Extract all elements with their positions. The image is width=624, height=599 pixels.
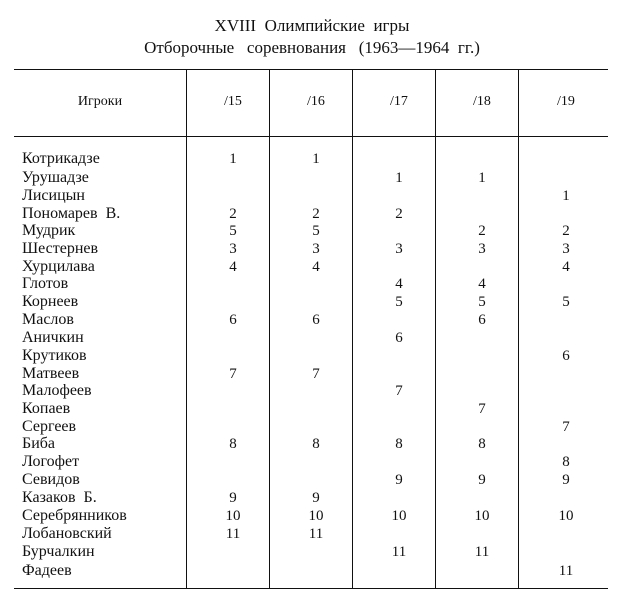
player-name: Маслов <box>22 311 74 328</box>
table-cell: 4 <box>478 276 486 292</box>
table-cell: 4 <box>229 259 237 275</box>
player-name: Хурцилава <box>22 258 95 275</box>
table-cell: 3 <box>312 241 320 257</box>
table-cell: 2 <box>312 206 320 222</box>
table-cell: 2 <box>478 223 486 239</box>
player-name: Мудрик <box>22 222 76 239</box>
table-cell: 9 <box>478 472 486 488</box>
table-cell: 7 <box>312 366 320 382</box>
table-cell: 9 <box>312 490 320 506</box>
table-cell: 3 <box>562 241 570 257</box>
table-cell: 11 <box>225 526 241 542</box>
player-name: Севидов <box>22 471 80 488</box>
document-title: XVIII Олимпийские игры <box>214 16 410 35</box>
player-name: Лисицын <box>22 187 85 204</box>
table-cell: 8 <box>395 436 403 452</box>
column-divider <box>269 69 270 589</box>
table-cell: 6 <box>312 312 320 328</box>
table-cell: 3 <box>395 241 403 257</box>
table-cell: 7 <box>395 383 403 399</box>
table-cell: 1 <box>229 151 237 167</box>
table-cell: 11 <box>391 544 407 560</box>
table-cell: 2 <box>395 206 403 222</box>
table-cell: 3 <box>478 241 486 257</box>
table-cell: 5 <box>312 223 320 239</box>
table-cell: 10 <box>225 508 241 524</box>
table-cell: 4 <box>312 259 320 275</box>
table-cell: 4 <box>562 259 570 275</box>
table-cell: 7 <box>229 366 237 382</box>
column-header-3: /17 <box>390 94 408 109</box>
table-cell: 10 <box>474 508 490 524</box>
table-cell: 1 <box>562 188 570 204</box>
document-subtitle: Отборочные соревнования (1963—1964 гг.) <box>144 38 480 57</box>
table-cell: 9 <box>229 490 237 506</box>
table-cell: 5 <box>478 294 486 310</box>
table-cell: 4 <box>395 276 403 292</box>
player-name: Аничкин <box>22 329 84 346</box>
table-cell: 9 <box>395 472 403 488</box>
column-divider <box>435 69 436 589</box>
table-cell: 8 <box>478 436 486 452</box>
column-header-5: /19 <box>557 94 575 109</box>
player-name: Серебрянников <box>22 507 127 524</box>
player-name: Малофеев <box>22 382 92 399</box>
table-cell: 7 <box>478 401 486 417</box>
player-name: Урушадзе <box>22 169 89 186</box>
player-name: Пономарев В. <box>22 205 121 222</box>
table-cell: 7 <box>562 419 570 435</box>
column-divider <box>352 69 353 589</box>
player-name: Бурчалкин <box>22 543 95 560</box>
player-name: Фадеев <box>22 562 72 579</box>
column-header-players: Игроки <box>77 94 123 109</box>
table-cell: 5 <box>395 294 403 310</box>
table-cell: 11 <box>474 544 490 560</box>
table-cell: 11 <box>558 563 574 579</box>
column-header-4: /18 <box>473 94 491 109</box>
player-name: Логофет <box>22 453 80 470</box>
player-name: Крутиков <box>22 347 87 364</box>
player-name: Казаков Б. <box>22 489 97 506</box>
player-name: Матвеев <box>22 365 80 382</box>
table-cell: 6 <box>478 312 486 328</box>
table-cell: 5 <box>562 294 570 310</box>
table-cell: 8 <box>562 454 570 470</box>
player-name: Котрикадзе <box>22 150 100 167</box>
table-cell: 8 <box>229 436 237 452</box>
table-cell: 2 <box>229 206 237 222</box>
table-cell: 5 <box>229 223 237 239</box>
player-name: Копаев <box>22 400 71 417</box>
table-cell: 6 <box>229 312 237 328</box>
player-name: Корнеев <box>22 293 79 310</box>
table-cell: 1 <box>478 170 486 186</box>
player-name: Сергеев <box>22 418 77 435</box>
player-name: Глотов <box>22 275 69 292</box>
player-name: Лобановский <box>22 525 112 542</box>
table-cell: 8 <box>312 436 320 452</box>
player-table <box>14 69 608 589</box>
table-cell: 6 <box>395 330 403 346</box>
column-header-1: /15 <box>224 94 242 109</box>
table-cell: 1 <box>312 151 320 167</box>
player-name: Шестернев <box>22 240 99 257</box>
table-cell: 10 <box>558 508 574 524</box>
table-cell: 6 <box>562 348 570 364</box>
column-header-2: /16 <box>307 94 325 109</box>
table-cell: 2 <box>562 223 570 239</box>
player-name: Биба <box>22 435 55 452</box>
table-cell: 3 <box>229 241 237 257</box>
table-cell: 11 <box>308 526 324 542</box>
table-cell: 9 <box>562 472 570 488</box>
table-cell: 10 <box>308 508 324 524</box>
column-divider <box>518 69 519 589</box>
column-divider <box>186 69 187 589</box>
table-cell: 1 <box>395 170 403 186</box>
table-cell: 10 <box>391 508 407 524</box>
